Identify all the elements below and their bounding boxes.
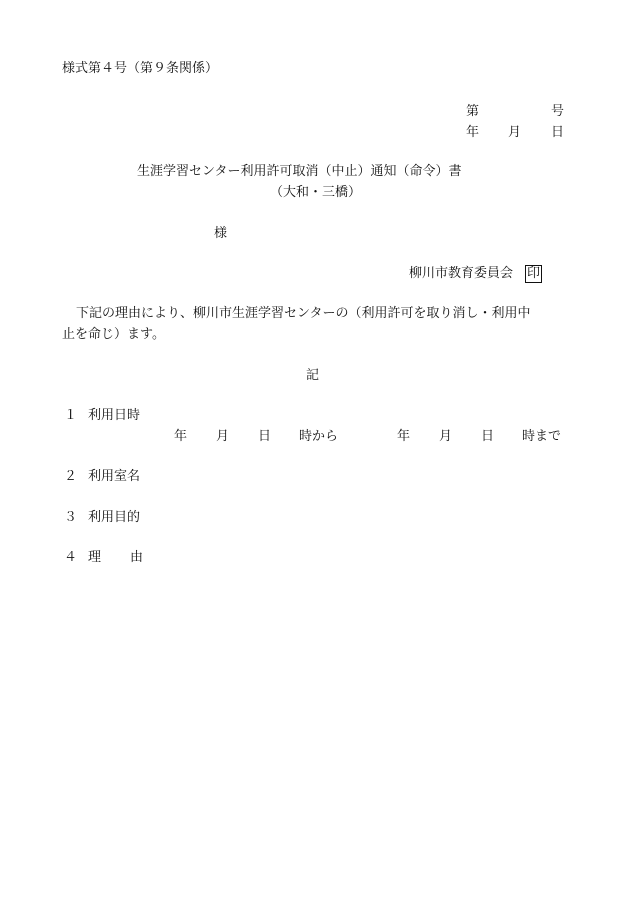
document-title: 生涯学習センター利用許可取消（中止）通知（命令）書: [137, 164, 462, 179]
to-month-label: 月: [439, 429, 453, 444]
from-day-label: 日: [258, 429, 272, 444]
date-day-label: 日: [551, 125, 565, 140]
to-day-label: 日: [481, 429, 495, 444]
form-number: 様式第４号（第９条関係）: [62, 61, 219, 76]
item-4-label-part-2: 由: [130, 550, 144, 565]
item-2-number: ２: [64, 469, 78, 484]
addressee-suffix: 様: [214, 226, 228, 241]
document-subtitle: （大和・三橋）: [270, 185, 362, 200]
item-1-label: 利用日時: [88, 408, 141, 423]
date-month-label: 月: [508, 125, 522, 140]
seal-stamp: 印: [527, 266, 541, 281]
body-line-2: 止を命じ）ます。: [62, 327, 165, 342]
item-1-number: １: [64, 408, 78, 423]
body-line-1: 下記の理由により、柳川市生涯学習センターの（利用許可を取り消し・利用中: [76, 306, 531, 321]
item-3-number: ３: [64, 510, 78, 525]
from-hour-label: 時から: [299, 429, 339, 444]
date-year-label: 年: [466, 125, 480, 140]
item-3-label: 利用目的: [88, 510, 141, 525]
from-month-label: 月: [216, 429, 230, 444]
ki-heading: 記: [306, 368, 320, 383]
item-4-label-part-1: 理: [88, 550, 102, 565]
to-year-label: 年: [397, 429, 411, 444]
to-hour-label: 時まで: [522, 429, 562, 444]
from-year-label: 年: [174, 429, 188, 444]
issuer-line: [409, 265, 542, 283]
doc-number-suffix: 号: [551, 104, 565, 119]
item-4-number: ４: [64, 550, 78, 565]
doc-number-prefix: 第: [466, 104, 480, 119]
issuer-name: 柳川市教育委員会: [409, 266, 514, 281]
item-2-label: 利用室名: [88, 469, 141, 484]
